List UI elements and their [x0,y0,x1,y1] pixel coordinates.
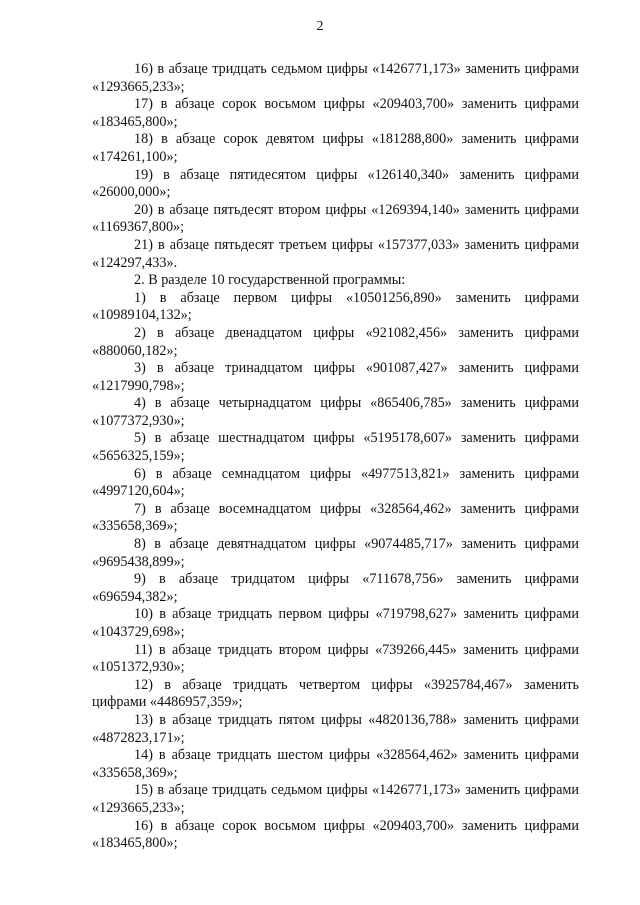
paragraph-item-14: 14) в абзаце тридцать шестом цифры «328564,462» заменить цифрами «335658,369»; [92,747,579,781]
paragraph-item-5: 5) в абзаце шестнадцатом цифры «5195178,607» заменить цифрами «5656325,159»; [92,430,579,465]
paragraph-item-6: 6) в абзаце семнадцатом цифры «4977513,821» заменить цифрами «4997120,604»; [92,465,579,500]
paragraph-item-17-48: 17) в абзаце сорок восьмом цифры «209403,700» заменить цифрами «183465,800»; [92,96,579,130]
paragraph-item-16-37: 16) в абзаце тридцать седьмом цифры «1426771,173» заменить цифрами «1293665,233»; [92,61,579,95]
paragraph-item-1: 1) в абзаце первом цифры «10501256,890» заменить цифрами «10989104,132»; [92,289,579,324]
paragraph-item-19-50: 19) в абзаце пятидесятом цифры «126140,340» заменить цифрами «26000,000»; [92,166,579,201]
document-body [92,61,579,853]
paragraph-item-3: 3) в абзаце тринадцатом цифры «901087,427» заменить цифрами «1217990,798»; [92,360,579,394]
paragraph-item-7: 7) в абзаце восемнадцатом цифры «328564,462» заменить цифрами «335658,369»; [92,500,579,535]
paragraph-item-4: 4) в абзаце четырнадцатом цифры «865406,785» заменить цифрами «1077372,930»; [92,395,579,429]
paragraph-item-16: 16) в абзаце сорок восьмом цифры «209403,700» заменить цифрами «183465,800»; [92,817,579,852]
page-number: 2 [316,19,324,34]
paragraph-item-9: 9) в абзаце тридцатом цифры «711678,756» заменить цифрами «696594,382»; [92,571,579,605]
paragraph-item-8: 8) в абзаце девятнадцатом цифры «9074485,717» заменить цифрами «9695438,899»; [92,536,579,570]
paragraph-item-15: 15) в абзаце тридцать седьмом цифры «1426771,173» заменить цифрами «1293665,233»; [92,782,579,816]
paragraph-item-11: 11) в абзаце тридцать втором цифры «739266,445» заменить цифрами «1051372,930»; [92,641,579,676]
paragraph-item-13: 13) в абзаце тридцать пятом цифры «4820136,788» заменить цифрами «4872823,171»; [92,711,579,746]
paragraph-item-10: 10) в абзаце тридцать первом цифры «719798,627» заменить цифрами «1043729,698»; [92,606,579,640]
paragraph-item-21-53: 21) в абзаце пятьдесят третьем цифры «157377,033» заменить цифрами «124297,433». [92,236,579,271]
paragraph-item-2: 2) в абзаце двенадцатом цифры «921082,456» заменить цифрами «880060,182»; [92,324,579,359]
paragraph-item-12: 12) в абзаце тридцать четвертом цифры «3925784,467» заменить цифрами «4486957,359»; [92,676,579,711]
paragraph-item-20-52: 20) в абзаце пятьдесят втором цифры «1269394,140» заменить цифрами «1169367,800»; [92,201,579,236]
paragraph-item-18-49: 18) в абзаце сорок девятом цифры «181288,800» заменить цифрами «174261,100»; [92,131,579,165]
section-heading: 2. В разделе 10 государственной программы: [134,272,406,289]
